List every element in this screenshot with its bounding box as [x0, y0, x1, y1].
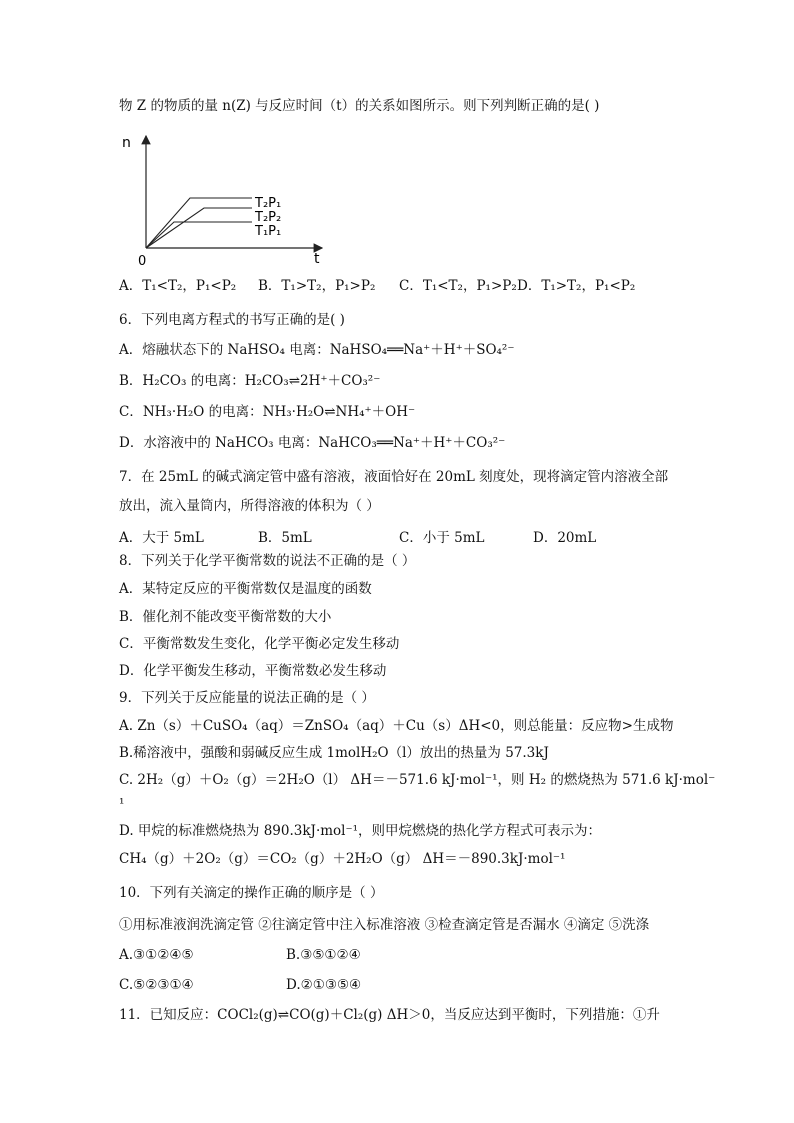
q6-option-c: C．NH₃·H₂O 的电离：NH₃·H₂O⇌NH₄⁺＋OH⁻: [119, 404, 416, 420]
question-6-stem: 6．下列电离方程式的书写正确的是( ): [119, 312, 345, 328]
q8-option-b: B．催化剂不能改变平衡常数的大小: [119, 609, 332, 625]
curve-t1p1: [146, 222, 252, 248]
question-10-stem: 10．下列有关滴定的操作正确的顺序是（ ）: [119, 885, 384, 901]
q5-option-b: B．T₁>T₂，P₁>P₂: [258, 278, 376, 294]
q9-option-b: B.稀溶液中，强酸和弱碱反应生成 1molH₂O（l）放出的热量为 57.3kJ: [119, 745, 549, 761]
origin-label: 0: [138, 254, 147, 269]
q9-option-d-line-1: D. 甲烷的标准燃烧热为 890.3kJ·mol⁻¹，则甲烷燃烧的热化学方程式可表示为：: [119, 823, 602, 839]
q9-option-d-line-2: CH₄（g）＋2O₂（g）＝CO₂（g）＋2H₂O（g） ΔH＝－890.3kJ·mol⁻¹: [119, 851, 566, 867]
curve-label-t1p1: T₁P₁: [255, 224, 282, 239]
question-8-stem: 8．下列关于化学平衡常数的说法不正确的是（ ）: [119, 553, 416, 569]
q10-option-c: C.⑤②③①④: [119, 977, 194, 993]
q6-option-b: B．H₂CO₃ 的电离：H₂CO₃⇌2H⁺＋CO₃²⁻: [119, 373, 381, 389]
q9-option-c-line-1: C. 2H₂（g）＋O₂（g）＝2H₂O（l） ΔH＝－571.6 kJ·mol⁻¹，则 H₂ 的燃烧热为 571.6 kJ·mol⁻: [119, 772, 716, 788]
q5-option-d: D．T₁>T₂，P₁<P₂: [517, 278, 636, 294]
curve-label-t2p2: T₂P₂: [255, 210, 282, 225]
y-axis-label: n: [122, 135, 131, 151]
question-10-steps: ①用标准液润洗滴定管 ②往滴定管中注入标准溶液 ③检查滴定管是否漏水 ④滴定 ⑤洗涤: [119, 917, 650, 933]
q5-option-c: C．T₁<T₂，P₁>P₂: [399, 278, 517, 294]
q8-option-a: A．某特定反应的平衡常数仅是温度的函数: [119, 581, 372, 597]
q9-option-a: A. Zn（s）＋CuSO₄（aq）＝ZnSO₄（aq）＋Cu（s）ΔH<0，则总能量：反应物>生成物: [119, 718, 674, 734]
q10-option-a: A.③①②④⑤: [119, 947, 194, 963]
question-9-stem: 9．下列关于反应能量的说法正确的是（ ）: [119, 690, 375, 706]
curve-label-t2p1: T₂P₁: [255, 196, 282, 211]
x-axis-label: t: [314, 251, 320, 267]
question-11-line-1: 11．已知反应：COCl₂(g)⇌CO(g)＋Cl₂(g) ΔH＞0，当反应达到平衡时，下列措施：①升: [119, 1007, 660, 1023]
q5-option-a: A．T₁<T₂，P₁<P₂: [119, 278, 237, 294]
curve-t2p2: [146, 208, 252, 248]
q6-option-d: D．水溶液中的 NaHCO₃ 电离：NaHCO₃══Na⁺＋H⁺＋CO₃²⁻: [119, 435, 506, 451]
q8-option-d: D．化学平衡发生移动，平衡常数必发生移动: [119, 663, 387, 679]
q7-option-c: C．小于 5mL: [399, 530, 485, 546]
question-7-line-1: 7．在 25mL 的碱式滴定管中盛有溶液，液面恰好在 20mL 刻度处，现将滴定管内溶液全部: [119, 469, 669, 485]
q7-option-b: B．5mL: [258, 530, 312, 546]
q10-option-d: D.②①③⑤④: [286, 977, 362, 993]
n-vs-t-graph: [112, 130, 342, 270]
q8-option-c: C．平衡常数发生变化，化学平衡必定发生移动: [119, 636, 400, 652]
question-7-line-2: 放出，流入量筒内，所得溶液的体积为（ ）: [119, 498, 380, 514]
question-5-intro: 物 Z 的物质的量 n(Z) 与反应时间（t）的关系如图所示。则下列判断正确的是( ): [119, 98, 600, 114]
q10-option-b: B.③⑤①②④: [286, 947, 361, 963]
q9-option-c-line-2: ¹: [119, 796, 125, 812]
q6-option-a: A．熔融状态下的 NaHSO₄ 电离：NaHSO₄══Na⁺＋H⁺＋SO₄²⁻: [119, 342, 515, 358]
q7-option-d: D．20mL: [533, 530, 597, 546]
curve-t2p1: [146, 198, 252, 248]
q7-option-a: A．大于 5mL: [119, 530, 204, 546]
